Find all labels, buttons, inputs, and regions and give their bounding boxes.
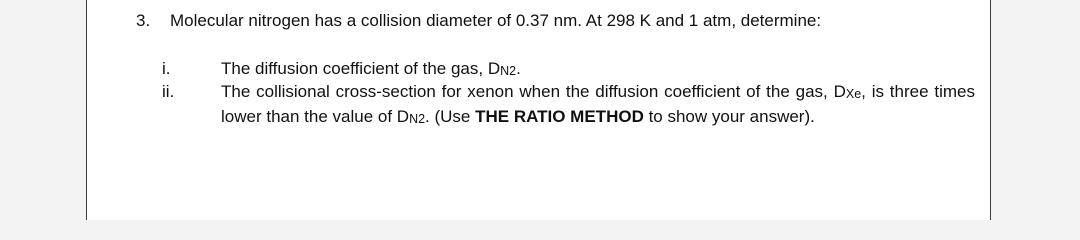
item-label-i: i.	[162, 59, 171, 78]
item-ii-text-4: to show your answer).	[643, 106, 815, 126]
item-text-ii	[221, 81, 975, 130]
item-ii-text-3: . (Use	[425, 106, 476, 126]
item-ii-text-2: , is three times lower than the value of D	[221, 82, 975, 126]
item-label-ii: ii.	[162, 82, 175, 101]
item-i-end: .	[516, 59, 521, 78]
item-ii-subscript-n2: N2	[409, 111, 426, 126]
item-i-subscript: N2	[500, 64, 517, 78]
item-ii-subscript-xe: Xe	[845, 87, 862, 101]
item-ii-text-1: The collisional cross-section for xenon when the diffusion coefficient of the gas, D	[221, 82, 846, 101]
question-number: 3.	[136, 11, 151, 30]
item-i-text: The diffusion coefficient of the gas, D	[221, 59, 501, 78]
item-ii-bold-method: THE RATIO METHOD	[475, 106, 644, 126]
item-text-i	[221, 58, 975, 83]
question-stem: Molecular nitrogen has a collision diameter of 0.37 nm. At 298 K and 1 atm, determine:	[170, 11, 822, 30]
